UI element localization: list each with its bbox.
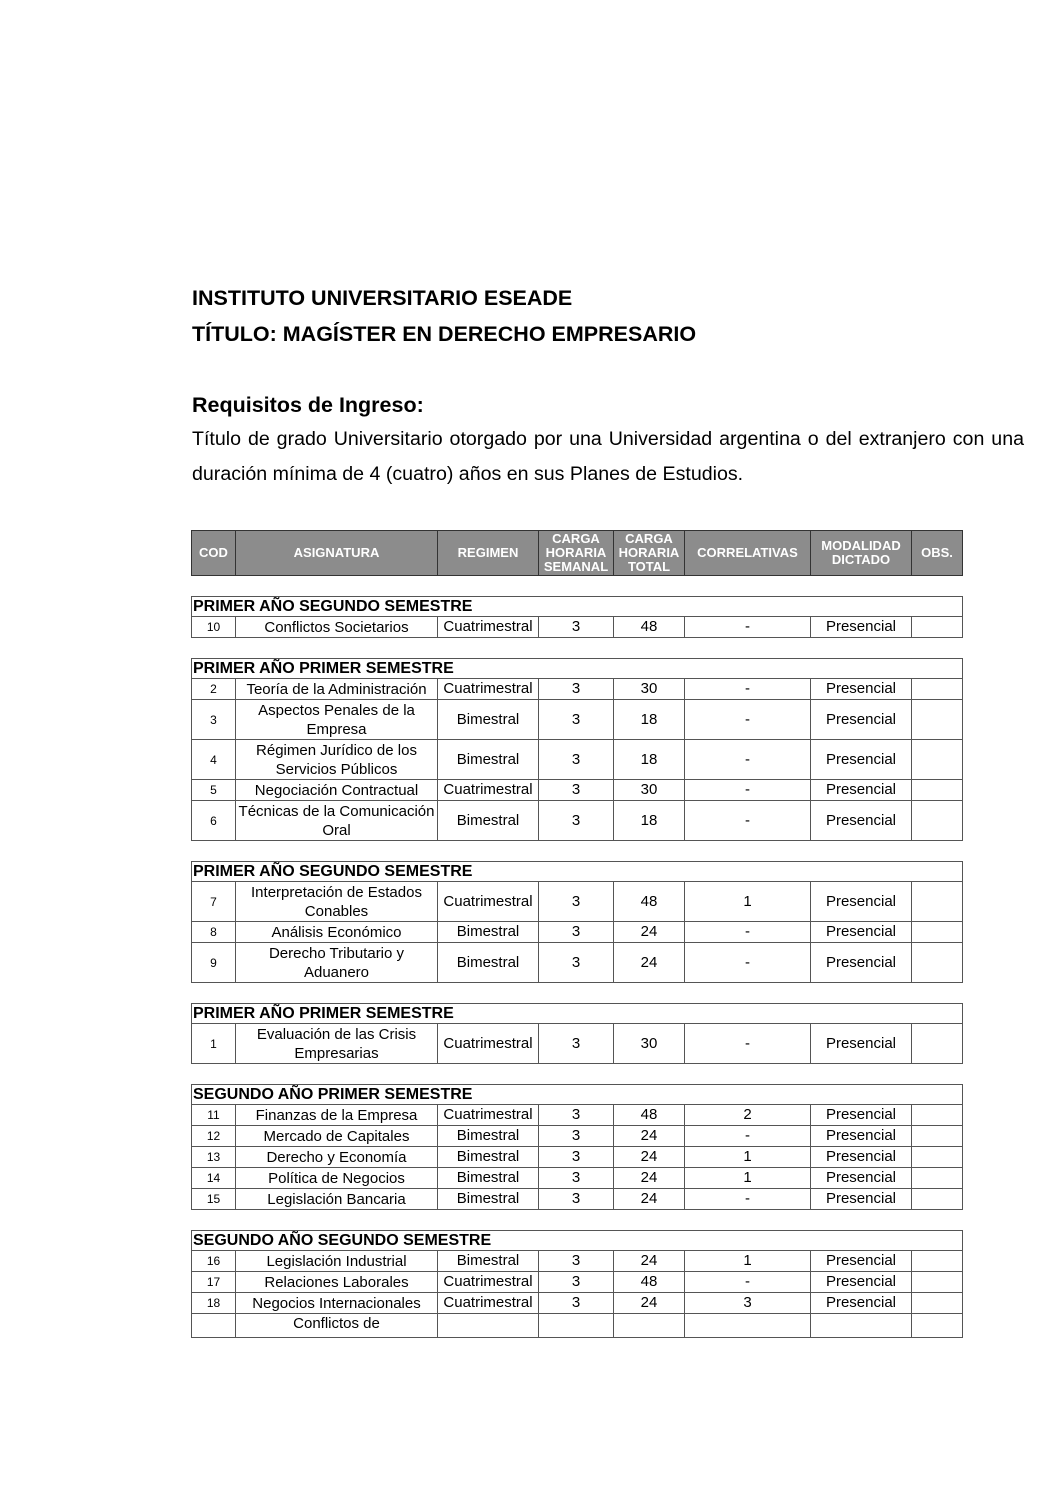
cell-carga-semanal: 3 [539,679,614,700]
cell-modalidad: Presencial [811,1168,912,1189]
cell-correlativas: 1 [685,882,811,922]
cell-cod: 13 [191,1147,236,1168]
cell-regimen: Bimestral [438,1189,539,1210]
cell-obs [912,700,963,740]
cell-obs [912,780,963,801]
cell-carga-total: 18 [614,740,685,780]
cell-asignatura: Política de Negocios [236,1168,438,1189]
cell-obs [912,1272,963,1293]
cell-asignatura: Evaluación de las Crisis Empresarias [236,1024,438,1064]
table-row [191,1024,963,1064]
cell-asignatura: Relaciones Laborales [236,1272,438,1293]
cell-carga-total [614,1314,685,1338]
table-row [191,1105,963,1126]
cell-regimen: Bimestral [438,922,539,943]
semester-section [191,861,963,983]
cell-correlativas: - [685,617,811,638]
table-row [191,1251,963,1272]
table-row [191,922,963,943]
cell-correlativas: - [685,1272,811,1293]
cell-obs [912,882,963,922]
cell-modalidad [811,1314,912,1338]
cell-regimen: Bimestral [438,1251,539,1272]
cell-modalidad: Presencial [811,1024,912,1064]
table-row [191,801,963,841]
cell-modalidad: Presencial [811,679,912,700]
cell-cod: 8 [191,922,236,943]
cell-carga-semanal: 3 [539,922,614,943]
cell-regimen: Cuatrimestral [438,679,539,700]
cell-carga-total: 24 [614,943,685,983]
cell-asignatura: Régimen Jurídico de los Servicios Públicos [236,740,438,780]
cell-modalidad: Presencial [811,1293,912,1314]
cell-carga-semanal [539,1314,614,1338]
cell-correlativas: - [685,922,811,943]
cell-obs [912,1293,963,1314]
table-row [191,740,963,780]
cell-carga-semanal: 3 [539,801,614,841]
cell-correlativas: 1 [685,1168,811,1189]
cell-correlativas: - [685,1126,811,1147]
cell-cod: 10 [191,617,236,638]
cell-asignatura: Aspectos Penales de la Empresa [236,700,438,740]
cell-cod: 3 [191,700,236,740]
cell-obs [912,1147,963,1168]
cell-regimen: Cuatrimestral [438,1105,539,1126]
cell-carga-semanal: 3 [539,1126,614,1147]
semester-title: SEGUNDO AÑO PRIMER SEMESTRE [191,1084,963,1105]
institution-name: INSTITUTO UNIVERSITARIO ESEADE [192,286,573,310]
cell-carga-semanal: 3 [539,700,614,740]
cell-modalidad: Presencial [811,617,912,638]
cell-carga-total: 18 [614,801,685,841]
cell-regimen: Bimestral [438,700,539,740]
cell-cod: 15 [191,1189,236,1210]
cell-regimen: Cuatrimestral [438,617,539,638]
cell-cod: 18 [191,1293,236,1314]
cell-carga-semanal: 3 [539,617,614,638]
table-row [191,1293,963,1314]
semester-title: PRIMER AÑO PRIMER SEMESTRE [191,658,963,679]
cell-modalidad: Presencial [811,1105,912,1126]
table-sections [191,596,963,1338]
cell-cod: 6 [191,801,236,841]
table-row [191,1168,963,1189]
semester-title: PRIMER AÑO SEGUNDO SEMESTRE [191,596,963,617]
cell-cod: 17 [191,1272,236,1293]
cell-carga-total: 24 [614,1251,685,1272]
cell-obs [912,1314,963,1338]
cell-carga-semanal: 3 [539,1168,614,1189]
cell-carga-total: 48 [614,882,685,922]
cell-carga-total: 48 [614,617,685,638]
table-row [191,700,963,740]
cell-carga-total: 24 [614,1126,685,1147]
cell-asignatura: Teoría de la Administración [236,679,438,700]
table-header-row [191,530,963,576]
cell-modalidad: Presencial [811,1126,912,1147]
cell-modalidad: Presencial [811,882,912,922]
cell-modalidad: Presencial [811,780,912,801]
col-carga-total-header: CARGA HORARIA TOTAL [614,530,685,576]
cell-regimen: Cuatrimestral [438,780,539,801]
curriculum-table [191,530,963,1338]
cell-carga-total: 48 [614,1105,685,1126]
table-row [191,1147,963,1168]
document-header [192,280,1024,492]
cell-carga-semanal: 3 [539,1147,614,1168]
cell-carga-semanal: 3 [539,1189,614,1210]
cell-carga-semanal: 3 [539,780,614,801]
cell-correlativas: - [685,943,811,983]
table-row [191,1126,963,1147]
table-row [191,882,963,922]
cell-carga-total: 30 [614,679,685,700]
cell-obs [912,617,963,638]
cell-carga-total: 24 [614,1293,685,1314]
table-row [191,1272,963,1293]
cell-correlativas: - [685,1024,811,1064]
semester-title: SEGUNDO AÑO SEGUNDO SEMESTRE [191,1230,963,1251]
cell-carga-semanal: 3 [539,1293,614,1314]
cell-regimen: Cuatrimestral [438,882,539,922]
cell-regimen: Cuatrimestral [438,1293,539,1314]
cell-carga-total: 48 [614,1272,685,1293]
cell-asignatura: Derecho y Economía [236,1147,438,1168]
cell-obs [912,1251,963,1272]
cell-carga-total: 30 [614,1024,685,1064]
cell-asignatura: Interpretación de Estados Conables [236,882,438,922]
cell-cod: 11 [191,1105,236,1126]
cell-correlativas: - [685,679,811,700]
cell-cod: 9 [191,943,236,983]
cell-modalidad: Presencial [811,1189,912,1210]
cell-modalidad: Presencial [811,943,912,983]
col-regimen-header: REGIMEN [438,530,539,576]
cell-carga-semanal: 3 [539,1251,614,1272]
cell-regimen [438,1314,539,1338]
cell-asignatura: Negociación Contractual [236,780,438,801]
cell-asignatura: Negocios Internacionales [236,1293,438,1314]
cell-regimen: Bimestral [438,1168,539,1189]
col-obs-header: OBS. [912,530,963,576]
semester-section [191,596,963,638]
cell-correlativas: - [685,1189,811,1210]
cell-regimen: Bimestral [438,1147,539,1168]
cell-obs [912,922,963,943]
cell-carga-total: 24 [614,1168,685,1189]
col-modalidad-header: MODALIDAD DICTADO [811,530,912,576]
cell-correlativas: - [685,740,811,780]
cell-carga-total: 18 [614,700,685,740]
cell-modalidad: Presencial [811,1147,912,1168]
table-row [191,1189,963,1210]
cell-carga-semanal: 3 [539,882,614,922]
requirements-heading: Requisitos de Ingreso: [192,393,424,417]
col-carga-semanal-header: CARGA HORARIA SEMANAL [539,530,614,576]
cell-correlativas: 1 [685,1251,811,1272]
cell-asignatura: Finanzas de la Empresa [236,1105,438,1126]
table-row [191,617,963,638]
cell-cod: 14 [191,1168,236,1189]
cell-correlativas: 3 [685,1293,811,1314]
cell-asignatura: Técnicas de la Comunicación Oral [236,801,438,841]
col-asignatura-header: ASIGNATURA [236,530,438,576]
cell-cod: 7 [191,882,236,922]
cell-asignatura: Legislación Industrial [236,1251,438,1272]
cell-carga-total: 24 [614,922,685,943]
cell-carga-semanal: 3 [539,943,614,983]
col-correlativas-header: CORRELATIVAS [685,530,811,576]
semester-title: PRIMER AÑO PRIMER SEMESTRE [191,1003,963,1024]
cell-correlativas [685,1314,811,1338]
cell-correlativas: 1 [685,1147,811,1168]
cell-carga-semanal: 3 [539,740,614,780]
cell-cod: 12 [191,1126,236,1147]
cell-obs [912,679,963,700]
cell-correlativas: - [685,801,811,841]
table-row [191,780,963,801]
cell-regimen: Cuatrimestral [438,1272,539,1293]
cell-obs [912,1024,963,1064]
cell-correlativas: - [685,700,811,740]
cell-modalidad: Presencial [811,1272,912,1293]
cell-modalidad: Presencial [811,801,912,841]
cell-carga-semanal: 3 [539,1024,614,1064]
cell-cod: 2 [191,679,236,700]
semester-title: PRIMER AÑO SEGUNDO SEMESTRE [191,861,963,882]
semester-section [191,658,963,841]
cell-modalidad: Presencial [811,740,912,780]
requirements-text: Título de grado Universitario otorgado por una Universidad argentina o del extranjero con una duración mínima de 4 (cuatro) años en sus Planes de Estudios. [192,428,1024,485]
table-row [191,943,963,983]
cell-cod: 4 [191,740,236,780]
cell-regimen: Bimestral [438,801,539,841]
table-row [191,1314,963,1338]
cell-carga-total: 24 [614,1147,685,1168]
cell-obs [912,943,963,983]
semester-section [191,1003,963,1064]
cell-modalidad: Presencial [811,922,912,943]
cell-obs [912,1168,963,1189]
cell-cod: 16 [191,1251,236,1272]
semester-section [191,1084,963,1210]
cell-modalidad: Presencial [811,700,912,740]
cell-carga-semanal: 3 [539,1272,614,1293]
col-cod-header: COD [191,530,236,576]
cell-asignatura: Legislación Bancaria [236,1189,438,1210]
cell-regimen: Bimestral [438,740,539,780]
cell-obs [912,1105,963,1126]
cell-regimen: Bimestral [438,1126,539,1147]
cell-obs [912,740,963,780]
cell-asignatura: Conflictos de [236,1314,438,1338]
cell-regimen: Bimestral [438,943,539,983]
cell-correlativas: - [685,780,811,801]
cell-modalidad: Presencial [811,1251,912,1272]
cell-carga-total: 30 [614,780,685,801]
cell-correlativas: 2 [685,1105,811,1126]
cell-obs [912,1126,963,1147]
cell-obs [912,1189,963,1210]
cell-carga-semanal: 3 [539,1105,614,1126]
cell-cod: 1 [191,1024,236,1064]
cell-asignatura: Conflictos Societarios [236,617,438,638]
semester-section [191,1230,963,1338]
cell-obs [912,801,963,841]
degree-title: TÍTULO: MAGÍSTER EN DERECHO EMPRESARIO [192,322,697,346]
cell-carga-total: 24 [614,1189,685,1210]
table-row [191,679,963,700]
cell-cod: 5 [191,780,236,801]
cell-regimen: Cuatrimestral [438,1024,539,1064]
cell-asignatura: Derecho Tributario y Aduanero [236,943,438,983]
cell-asignatura: Mercado de Capitales [236,1126,438,1147]
cell-asignatura: Análisis Económico [236,922,438,943]
cell-cod [191,1314,236,1338]
